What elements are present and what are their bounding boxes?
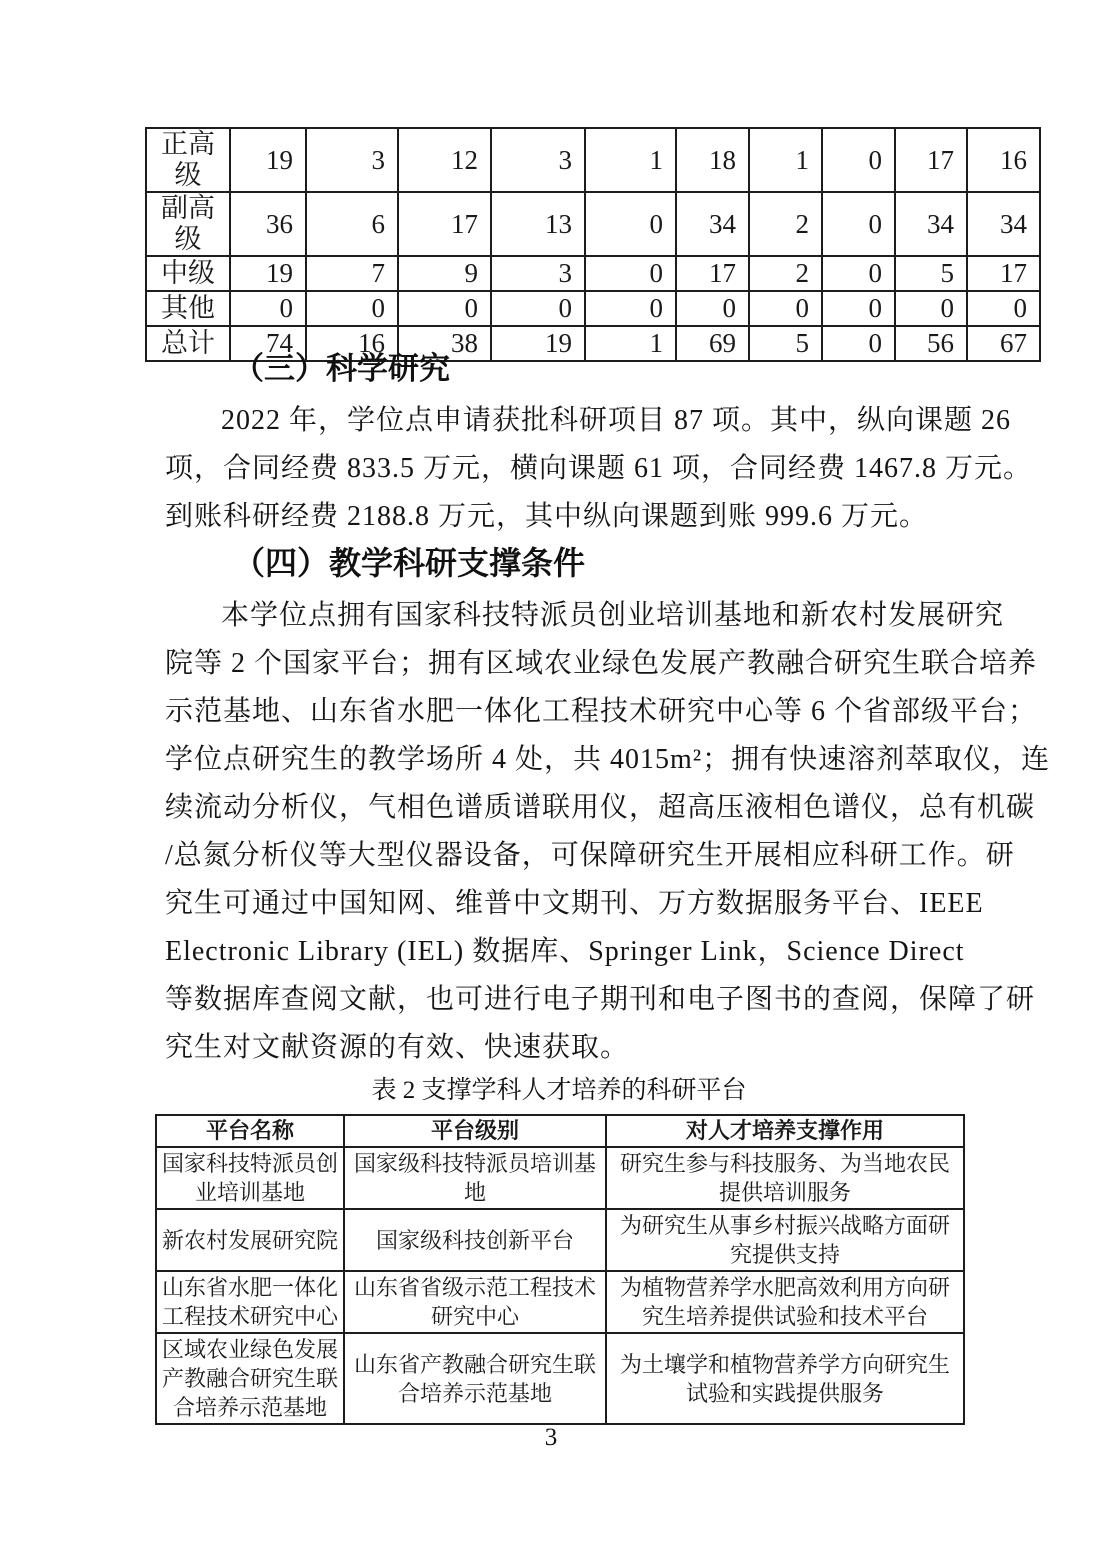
staff-cell-value: 5	[895, 256, 967, 291]
staff-cell-value: 0	[822, 256, 895, 291]
staff-cell-value: 0	[676, 291, 749, 326]
staff-cell-value: 0	[585, 192, 676, 256]
staff-cell-value: 5	[749, 326, 822, 361]
staff-table-row	[146, 256, 1040, 291]
staff-cell-value: 36	[230, 192, 306, 256]
staff-table-row	[146, 192, 1040, 256]
section-heading-research: （三）科学研究	[233, 351, 450, 386]
paragraph-line: 2022 年，学位点申请获批科研项目 87 项。其中，纵向课题 26	[221, 405, 1012, 436]
staff-cell-value: 34	[676, 192, 749, 256]
staff-row-label: 正高级	[146, 128, 230, 192]
staff-cell-value: 0	[822, 291, 895, 326]
staff-row-label: 总计	[146, 326, 230, 361]
platform-table-header-row	[156, 1115, 964, 1147]
support-paragraph	[165, 592, 1051, 1072]
platform-table-caption: 表 2 支撑学科人才培养的科研平台	[371, 1077, 747, 1104]
staff-row-label: 其他	[146, 291, 230, 326]
platform-column-header: 平台名称	[156, 1115, 344, 1147]
staff-cell-value: 38	[398, 326, 491, 361]
platform-table-row	[156, 1147, 964, 1209]
staff-cell-value: 34	[967, 192, 1040, 256]
page-number: 3	[544, 1424, 558, 1451]
platform-cell: 为植物营养学水肥高效利用方向研究生培养提供试验和技术平台	[606, 1271, 964, 1333]
platform-column-header: 平台级别	[344, 1115, 606, 1147]
staff-cell-value: 6	[306, 192, 398, 256]
platform-table-row	[156, 1209, 964, 1271]
paragraph-line: 学位点研究生的教学场所 4 处，共 4015m²；拥有快速溶剂萃取仪，连	[165, 744, 1051, 775]
staff-cell-value: 1	[585, 128, 676, 192]
staff-cell-value: 12	[398, 128, 491, 192]
paragraph-line: 本学位点拥有国家科技特派员创业培训基地和新农村发展研究	[221, 600, 1005, 631]
staff-cell-value: 9	[398, 256, 491, 291]
staff-cell-value: 17	[398, 192, 491, 256]
platform-cell: 国家级科技创新平台	[344, 1209, 606, 1271]
staff-cell-value: 67	[967, 326, 1040, 361]
staff-cell-value: 7	[306, 256, 398, 291]
staff-cell-value: 1	[585, 326, 676, 361]
staff-row-label: 中级	[146, 256, 230, 291]
platform-cell: 国家科技特派员创业培训基地	[156, 1147, 344, 1209]
staff-cell-value: 16	[306, 326, 398, 361]
staff-cell-value: 0	[749, 291, 822, 326]
paragraph-line: 示范基地、山东省水肥一体化工程技术研究中心等 6 个省部级平台；	[165, 696, 1038, 727]
platform-table-body	[156, 1147, 964, 1424]
platform-cell: 新农村发展研究院	[156, 1209, 344, 1271]
paragraph-line: 到账科研经费 2188.8 万元，其中纵向课题到账 999.6 万元。	[165, 501, 929, 532]
staff-cell-value: 0	[230, 291, 306, 326]
staff-cell-value: 3	[306, 128, 398, 192]
paragraph-line: Electronic Library (IEL) 数据库、Springer Link，Science Direct	[165, 936, 965, 967]
staff-cell-value: 18	[676, 128, 749, 192]
staff-cell-value: 0	[585, 256, 676, 291]
platform-cell: 国家级科技特派员培训基地	[344, 1147, 606, 1209]
staff-cell-value: 17	[895, 128, 967, 192]
section-heading-support: （四）教学科研支撑条件	[233, 545, 586, 581]
staff-cell-value: 17	[967, 256, 1040, 291]
staff-row-label: 副高级	[146, 192, 230, 256]
staff-cell-value: 19	[491, 326, 585, 361]
platform-table-row	[156, 1271, 964, 1333]
staff-cell-value: 69	[676, 326, 749, 361]
staff-cell-value: 2	[749, 256, 822, 291]
platform-cell: 为研究生从事乡村振兴战略方面研究提供支持	[606, 1209, 964, 1271]
staff-cell-value: 0	[306, 291, 398, 326]
platform-cell: 研究生参与科技服务、为当地农民提供培训服务	[606, 1147, 964, 1209]
platform-table	[155, 1114, 965, 1425]
platform-cell: 山东省产教融合研究生联合培养示范基地	[344, 1333, 606, 1424]
platform-cell: 为土壤学和植物营养学方向研究生试验和实践提供服务	[606, 1333, 964, 1424]
paragraph-line: /总氮分析仪等大型仪器设备，可保障研究生开展相应科研工作。研	[165, 840, 1015, 871]
staff-cell-value: 0	[967, 291, 1040, 326]
staff-cell-value: 3	[491, 256, 585, 291]
staff-cell-value: 34	[895, 192, 967, 256]
staff-cell-value: 0	[491, 291, 585, 326]
staff-title-table	[145, 127, 1041, 362]
paragraph-line: 续流动分析仪，气相色谱质谱联用仪，超高压液相色谱仪，总有机碳	[165, 792, 1036, 823]
platform-cell: 山东省水肥一体化工程技术研究中心	[156, 1271, 344, 1333]
staff-cell-value: 0	[822, 192, 895, 256]
staff-cell-value: 0	[822, 128, 895, 192]
staff-cell-value: 17	[676, 256, 749, 291]
staff-cell-value: 0	[585, 291, 676, 326]
platform-cell: 区域农业绿色发展产教融合研究生联合培养示范基地	[156, 1333, 344, 1424]
paragraph-line: 院等 2 个国家平台；拥有区域农业绿色发展产教融合研究生联合培养	[165, 648, 1038, 679]
paragraph-line: 究生对文献资源的有效、快速获取。	[165, 1032, 630, 1063]
staff-cell-value: 0	[822, 326, 895, 361]
staff-cell-value: 19	[230, 128, 306, 192]
staff-cell-value: 19	[230, 256, 306, 291]
paragraph-line: 究生可通过中国知网、维普中文期刊、万方数据服务平台、IEEE	[165, 888, 984, 919]
staff-cell-value: 16	[967, 128, 1040, 192]
staff-table-row	[146, 291, 1040, 326]
staff-cell-value: 3	[491, 128, 585, 192]
staff-cell-value: 56	[895, 326, 967, 361]
staff-cell-value: 74	[230, 326, 306, 361]
staff-table-row	[146, 128, 1040, 192]
platform-cell: 山东省省级示范工程技术研究中心	[344, 1271, 606, 1333]
paragraph-line: 项，合同经费 833.5 万元，横向课题 61 项，合同经费 1467.8 万元。	[165, 453, 1033, 484]
staff-cell-value: 13	[491, 192, 585, 256]
paragraph-line: 等数据库查阅文献，也可进行电子期刊和电子图书的查阅，保障了研	[165, 984, 1036, 1015]
platform-table-row	[156, 1333, 964, 1424]
research-paragraph	[165, 397, 1039, 541]
platform-column-header: 对人才培养支撑作用	[606, 1115, 964, 1147]
staff-cell-value: 2	[749, 192, 822, 256]
staff-cell-value: 0	[895, 291, 967, 326]
staff-table-body	[146, 128, 1040, 361]
staff-cell-value: 1	[749, 128, 822, 192]
staff-cell-value: 0	[398, 291, 491, 326]
